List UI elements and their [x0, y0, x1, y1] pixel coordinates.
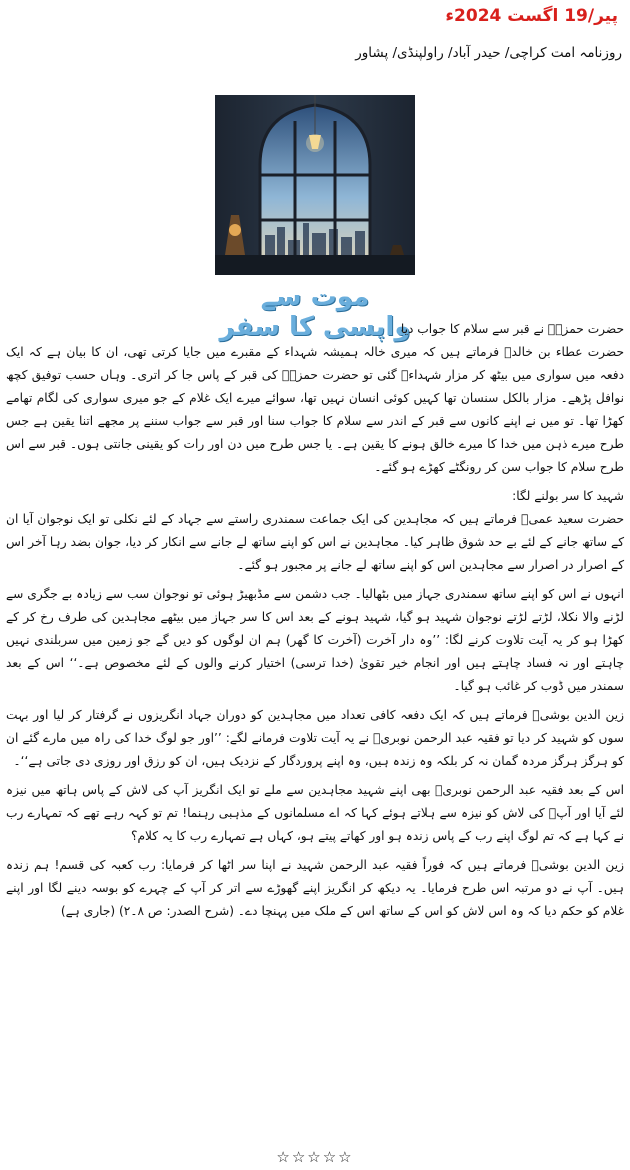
- paragraph-5: اس کے بعد فقیہ عبد الرحمن نوبریؒ بھی اپنے شہید مجاہدین سے ملے تو ایک انگریز آپ کی لاش کے پاس ہاتھ میں نیزہ لئے آیا اور آپؒ کی لاش کو نیزہ سے ہلاتے ہوئے کہا کہ اے مسلمانوں کے مذہبی رہنما! تم تو کہہ رہے تھے کہ تمہارے رب نے کہا ہے کہ تم لوگ اپنے رب کے پاس زندہ ہو اور کھاتے پیتے ہو، کہاں ہے تمہارے رب کا یہ کلام؟: [6, 783, 624, 843]
- paragraph-2: حضرت سعید عمیؒ فرماتے ہیں کہ مجاہدین کی ایک جماعت سمندری راستے سے جہاد کے لئے نکلی تو ایک نوجوان آیا ان کے ساتھ جانے کے لئے بے حد شوق ظاہر کیا۔ مجاہدین نے اس کو اپنے ساتھ لے جانے سے انکار کر دیا، جوان بضد رہا آخر اس کے اصرار در اصرار سے مجاہدین اس کو اپنے ساتھ لے جانے پر مجبور ہو گئے۔: [6, 512, 624, 572]
- article-body: [6, 318, 624, 929]
- paragraph-3: انہوں نے اس کو اپنے ساتھ سمندری جہاز میں بٹھالیا۔ جب دشمن سے مڈبھیڑ ہوئی تو نوجوان سب سے زیادہ بے جگری سے لڑنے والا نکلا، لڑتے لڑتے نوجوان شہید ہو گیا، شہید ہونے کے بعد اس کا سر جہاز میں بیٹھے مجاہدین کی طرف رخ کر کے کھڑا ہو کر یہ آیت تلاوت کرنے لگا: ’’وہ دار آخرت (آخرت کا گھر) ہم ان لوگوں کو دیں گے جو زمین میں سربلندی نہیں چاہتے اور نہ فساد چاہتے ہیں اور انجام خیر تقویٰ (خدا ترسی) اختیار کرنے والوں کے لئے مخصوص ہے۔‘‘ اس کے بعد سمندر میں ڈوب کر غائب ہو گیا۔: [6, 587, 624, 693]
- subheading-martyr-head: شہید کا سر بولنے لگا:: [512, 489, 624, 503]
- publication-date: پیر/19 اگست 2024ء: [445, 6, 618, 26]
- paragraph-1: حضرت عطاء بن خالدؒ فرماتے ہیں کہ میری خالہ ہمیشہ شہداء کے مقبرے میں جایا کرتی تھی، ان کا بیان ہے کہ ایک دفعہ میں سواری میں بیٹھ کر مزار شہداءؓ گئی تو حضرت حمزہؓ کی قبر کے پاس جا کر اتری۔ وہاں حسب توفیق کچھ نوافل پڑھے۔ مزار بالکل سنسان تھا کہیں کوئی انسان نہیں تھا، سوائے میرے ایک غلام کے جو میری سواری کی لگام تھامے کھڑا تھا۔ تو میں نے اپنے کانوں سے قبر کے اندر سے سلام کا جواب سنا اور قبر سے جواب سننے پر مجھے اتنا یقین ہے جس طرح میرے ذہن میں خدا کا میرے خالق ہونے کا یقین ہے۔ یا جس طرح میں دن اور رات کو یقینی جانتی ہوں۔ قبر سے اس طرح سلام کا جواب سن کر رونگٹے کھڑے ہو گئے۔: [6, 345, 624, 474]
- subheading-hamza: حضرت حمزہؓ نے قبر سے سلام کا جواب دیا: [400, 322, 624, 336]
- article-title: موت سے واپسی کا سفر: [219, 282, 411, 342]
- newspaper-source: روزنامہ امت کراچی/ حیدر آباد/ راولپنڈی/ پشاور: [355, 45, 622, 61]
- article-illustration: [215, 95, 415, 275]
- paragraph-4: زین الدین بوشیؒ فرماتے ہیں کہ ایک دفعہ کافی تعداد میں مجاہدین کو دوران جہاد انگریزوں نے گرفتار کر لیا اور بہت سوں کو شہید کر دیا تو فقیہ عبد الرحمن نوبریؒ نے یہ آیت تلاوت فرمانے لگے: ’’اور جو لوگ خدا کی راہ میں مارے گئے ان کو ہرگز ہرگز مردہ گمان نہ کر بلکہ وہ زندہ ہیں، وہ اپنے پروردگار کے نزدیک ہیں، ان کو رزق اور روزی دی جاتی ہے‘‘۔: [6, 708, 624, 768]
- end-stars: ☆☆☆☆☆: [276, 1148, 354, 1166]
- paragraph-6: زین الدین بوشیؒ فرماتے ہیں کہ فوراً فقیہ عبد الرحمن شہید نے اپنا سر اٹھا کر فرمایا: رب کعبہ کی قسم! ہم زندہ ہیں۔ آپ نے دو مرتبہ اس طرح فرمایا۔ یہ دیکھ کر انگریز اپنے گھوڑے سے اتر کر آپ کے چہرے کو بوسہ دینے لگا اور اپنے غلام کو حکم دیا کہ وہ اس لاش کو اس کے ساتھ اس کے ملک میں پہنچا دے۔ (شرح الصدر: ص ۸۔۲) (جاری ہے): [6, 858, 624, 918]
